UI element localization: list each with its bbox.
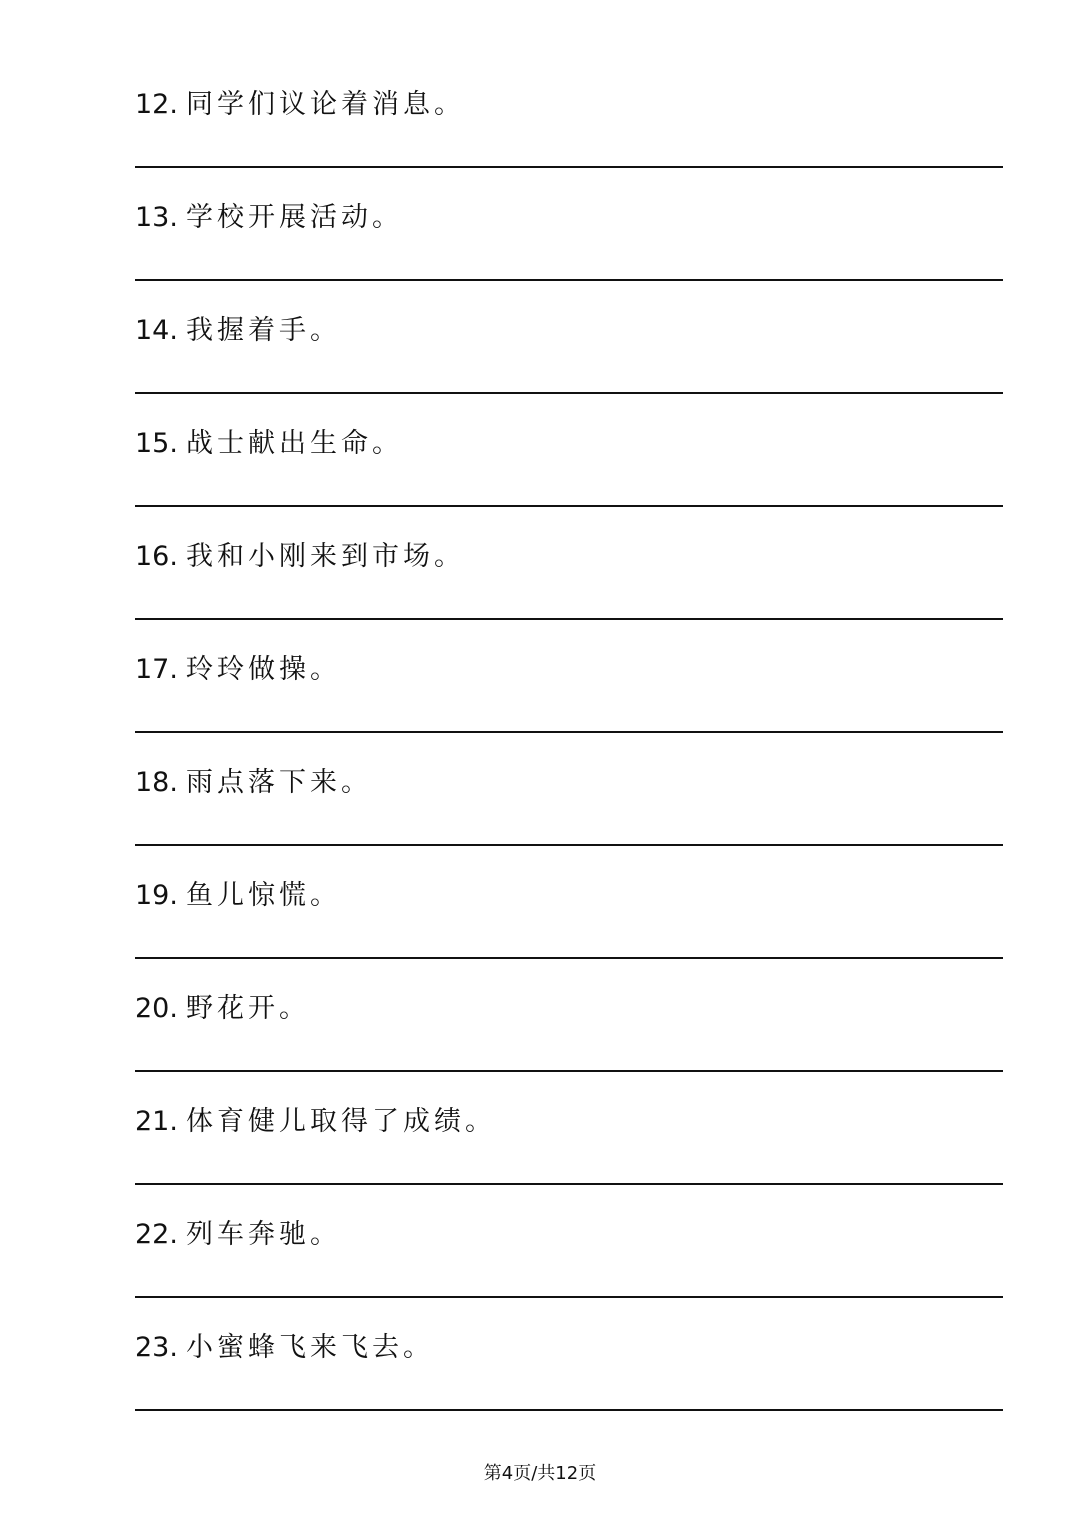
question-text — [135, 989, 310, 1029]
question-number: 17. — [135, 654, 178, 685]
answer-line[interactable] — [135, 1296, 1003, 1298]
question-number: 18. — [135, 767, 178, 798]
question-15 — [135, 424, 1003, 537]
question-17 — [135, 650, 1003, 763]
answer-line[interactable] — [135, 279, 1003, 281]
question-12 — [135, 85, 1003, 198]
question-18 — [135, 763, 1003, 876]
question-19 — [135, 876, 1003, 989]
question-text — [135, 650, 341, 690]
question-number: 14. — [135, 315, 178, 346]
question-number: 19. — [135, 880, 178, 911]
question-23 — [135, 1328, 1003, 1441]
question-text — [135, 1215, 341, 1255]
question-sentence: 列车奔驰。 — [185, 1219, 341, 1250]
question-number: 12. — [135, 89, 178, 120]
answer-line[interactable] — [135, 844, 1003, 846]
question-sentence: 我握着手。 — [185, 315, 341, 346]
question-text — [135, 537, 465, 577]
question-sentence: 战士献出生命。 — [185, 428, 403, 459]
question-text — [135, 424, 403, 464]
question-sentence: 野花开。 — [185, 993, 310, 1024]
question-sentence: 小蜜蜂飞来飞去。 — [185, 1332, 434, 1363]
answer-line[interactable] — [135, 392, 1003, 394]
question-text — [135, 876, 341, 916]
question-number: 13. — [135, 202, 178, 233]
answer-line[interactable] — [135, 1409, 1003, 1411]
question-text — [135, 198, 403, 238]
question-21 — [135, 1102, 1003, 1215]
question-16 — [135, 537, 1003, 650]
question-13 — [135, 198, 1003, 311]
question-text — [135, 763, 372, 803]
question-text — [135, 311, 341, 351]
question-14 — [135, 311, 1003, 424]
answer-line[interactable] — [135, 957, 1003, 959]
question-number: 22. — [135, 1219, 178, 1250]
answer-line[interactable] — [135, 1070, 1003, 1072]
question-sentence: 我和小刚来到市场。 — [185, 541, 465, 572]
answer-line[interactable] — [135, 505, 1003, 507]
answer-line[interactable] — [135, 1183, 1003, 1185]
question-22 — [135, 1215, 1003, 1328]
question-number: 15. — [135, 428, 178, 459]
answer-line[interactable] — [135, 618, 1003, 620]
answer-line[interactable] — [135, 166, 1003, 168]
question-text — [135, 1328, 434, 1368]
question-number: 20. — [135, 993, 178, 1024]
page-number-footer: 第4页/共12页 — [483, 1463, 597, 1484]
question-number: 21. — [135, 1106, 178, 1137]
question-sentence: 体育健儿取得了成绩。 — [185, 1106, 496, 1137]
question-sentence: 玲玲做操。 — [185, 654, 341, 685]
question-sentence: 鱼儿惊慌。 — [185, 880, 341, 911]
answer-line[interactable] — [135, 731, 1003, 733]
question-sentence: 雨点落下来。 — [185, 767, 372, 798]
question-20 — [135, 989, 1003, 1102]
question-text — [135, 1102, 496, 1142]
question-sentence: 同学们议论着消息。 — [185, 89, 465, 120]
question-sentence: 学校开展活动。 — [185, 202, 403, 233]
question-text — [135, 85, 465, 125]
question-number: 23. — [135, 1332, 178, 1363]
question-number: 16. — [135, 541, 178, 572]
